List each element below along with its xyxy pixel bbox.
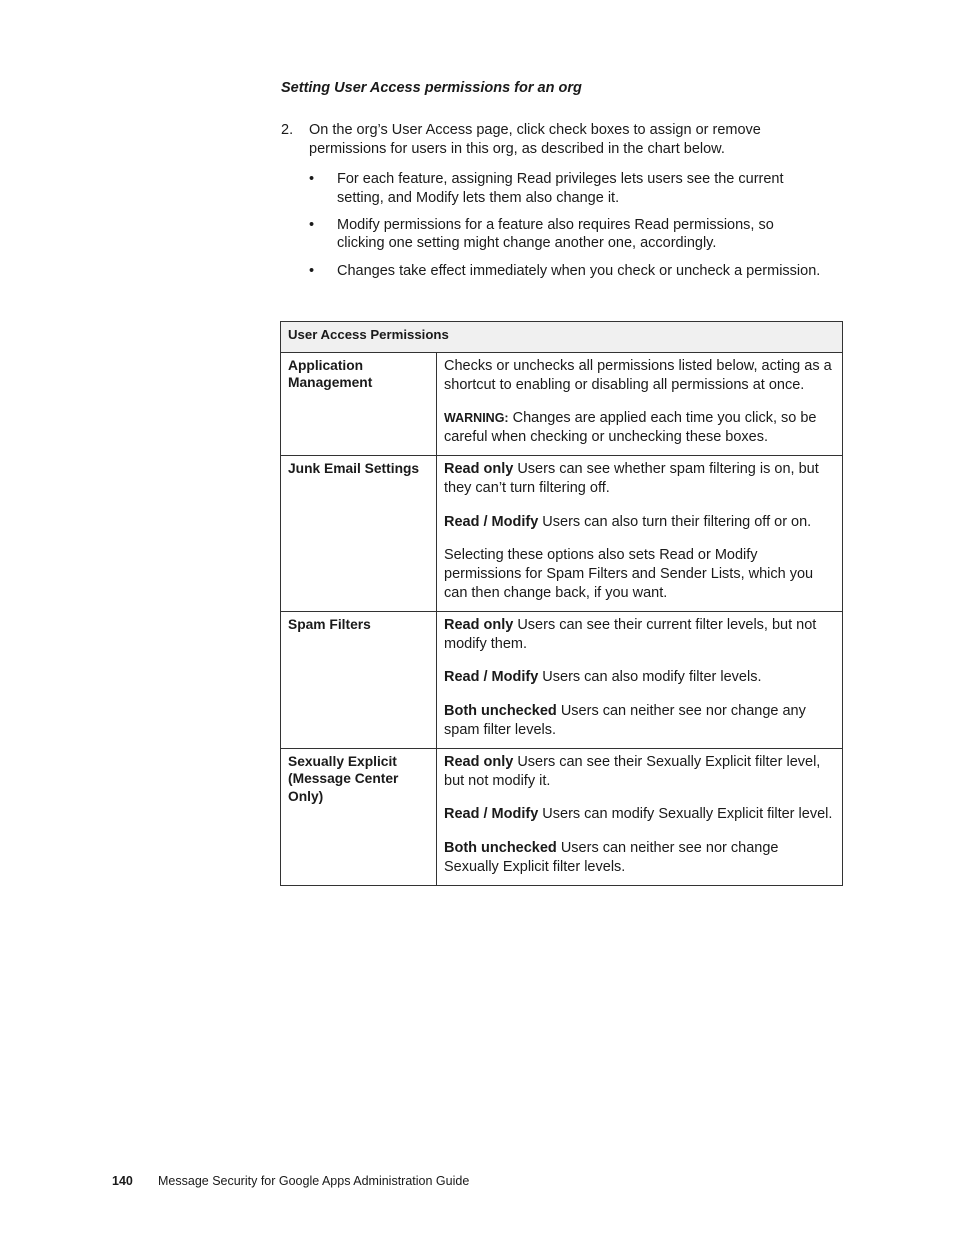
table-header-row <box>281 322 843 353</box>
description-text: Users can also turn their filtering off or on. <box>538 513 812 530</box>
description-text: Users can see their Sexually Explicit filter level, but not modify it. <box>444 753 821 789</box>
feature-description <box>437 352 843 455</box>
bullet-item <box>309 216 821 253</box>
table-row-junk-email-settings <box>281 455 843 611</box>
description-text: Users can see their current filter levels, but not modify them. <box>444 616 817 652</box>
permission-term: Read only <box>444 753 514 770</box>
description-text: Users can neither see nor change any spam filter levels. <box>444 703 806 738</box>
section-heading: Setting User Access permissions for an org <box>281 80 582 96</box>
permission-term: Both unchecked <box>444 703 557 720</box>
permission-term: Read / Modify <box>444 513 539 530</box>
bullet-text: Modify permissions for a feature also requires Read permissions, so clicking one setting might change another one, accordingly. <box>337 216 774 252</box>
page-footer <box>112 1174 469 1188</box>
description-paragraph <box>444 753 836 791</box>
feature-description <box>437 748 843 885</box>
description-text: Users can also modify filter levels. <box>538 669 762 686</box>
description-text: Users can see whether spam filtering is on, but they can’t turn filtering off. <box>444 460 819 496</box>
description-paragraph <box>444 546 836 602</box>
step-text: On the org’s User Access page, click check boxes to assign or remove permissions for users in this org, as described in the chart below. <box>309 122 761 157</box>
permission-term: Both unchecked <box>444 840 557 857</box>
user-access-permissions-table <box>280 321 843 886</box>
description-paragraph <box>444 460 836 498</box>
feature-name: Spam Filters <box>281 611 437 748</box>
description-paragraph <box>444 357 836 395</box>
description-paragraph <box>444 668 836 687</box>
step-2 <box>281 121 821 289</box>
description-paragraph <box>444 702 836 740</box>
bullet-item <box>309 170 821 207</box>
page-number: 140 <box>112 1174 133 1188</box>
description-paragraph <box>444 805 836 824</box>
feature-description <box>437 611 843 748</box>
permission-term: Read only <box>444 616 514 633</box>
description-text: Users can modify Sexually Explicit filter level. <box>538 806 833 823</box>
bullet-icon: • <box>309 216 315 233</box>
step-bullet-list <box>309 170 821 280</box>
bullet-icon: • <box>309 262 315 279</box>
bullet-text: Changes take effect immediately when you check or uncheck a permission. <box>337 262 821 279</box>
description-paragraph <box>444 839 836 877</box>
warning-label: WARNING: <box>444 411 509 426</box>
description-text: Selecting these options also sets Read or Modify permissions for Spam Filters and Sender Lists, which you can then change back, if you want. <box>444 547 814 601</box>
bullet-item <box>309 262 821 281</box>
description-paragraph <box>444 409 836 447</box>
table-title: User Access Permissions <box>281 322 843 353</box>
step-number: 2. <box>281 122 294 138</box>
table-row-sexually-explicit <box>281 748 843 885</box>
description-paragraph <box>444 616 836 654</box>
description-text: Checks or unchecks all permissions listed below, acting as a shortcut to enabling or disabling all permissions at once. <box>444 357 832 393</box>
permission-term: Read only <box>444 460 514 477</box>
description-text: Changes are applied each time you click, so be careful when checking or unchecking these boxes. <box>444 410 817 446</box>
feature-name: Junk Email Settings <box>281 455 437 611</box>
description-text: Users can neither see nor change Sexually Explicit filter levels. <box>444 840 779 875</box>
permission-term: Read / Modify <box>444 806 539 823</box>
bullet-text: For each feature, assigning Read privileges lets users see the current setting, and Modify lets them also change it. <box>337 171 784 206</box>
table-row-application-management <box>281 352 843 455</box>
permission-term: Read / Modify <box>444 669 539 686</box>
table-row-spam-filters <box>281 611 843 748</box>
description-paragraph <box>444 513 836 532</box>
feature-name: Sexually Explicit (Message Center Only) <box>281 748 437 885</box>
feature-name: Application Management <box>281 352 437 455</box>
bullet-icon: • <box>309 171 315 188</box>
document-title: Message Security for Google Apps Administration Guide <box>158 1174 470 1188</box>
feature-description <box>437 455 843 611</box>
